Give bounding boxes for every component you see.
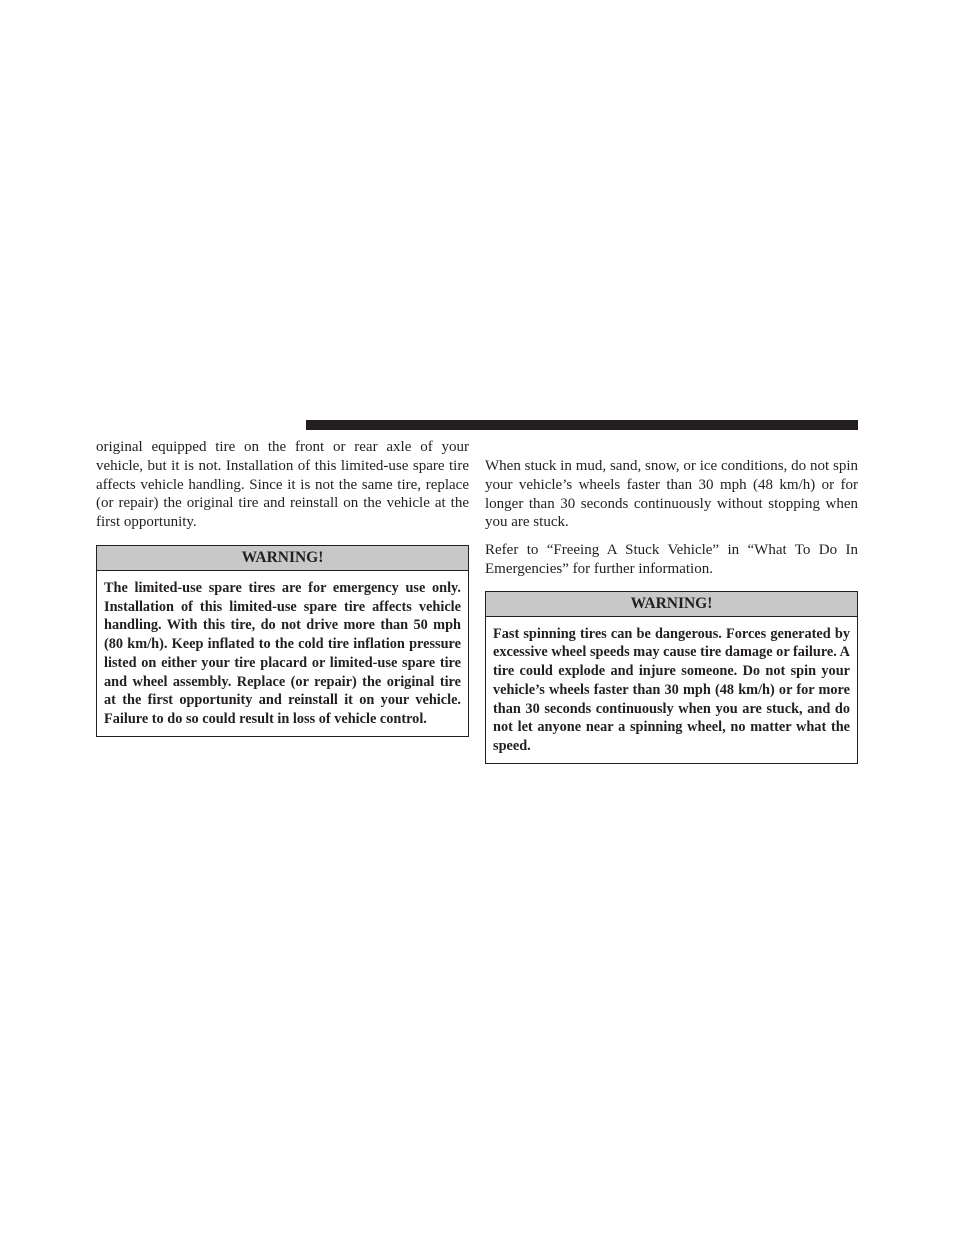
warning-title: WARNING! (97, 546, 468, 571)
warning-box (96, 545, 469, 737)
warning-box (485, 591, 858, 764)
warning-text: Fast spinning tires can be dangerous. Forces generated by excessive wheel speeds may cause tire damage or failure. A tire could explode and injure someone. Do not spin your vehicle’s wheels faster than 30 mph (48 km/h) or for more than 30 seconds continuously when you are stuck, and do not let anyone near a spinning wheel, no matter what the speed. (493, 625, 850, 754)
right-column (485, 457, 858, 764)
body-paragraph: When stuck in mud, sand, snow, or ice conditions, do not spin your vehicle’s wheels faster than 30 mph (48 km/h) or for longer than 30 seconds continuously without stopping when you are stuck. (485, 458, 858, 531)
reference-paragraph: Refer to “Freeing A Stuck Vehicle” in “What To Do In Emergencies” for further information. (485, 542, 858, 577)
warning-title: WARNING! (486, 592, 857, 617)
warning-text: The limited-use spare tires are for emergency use only. Installation of this limited-use spare tire affects vehicle handling. With this tire, do not drive more than 50 mph (80 km/h). Keep inflated to the cold tire inflation pressure listed on either your tire placard or limited-use spare tire and wheel assembly. Replace (or repair) the original tire at the first opportunity and reinstall it on your vehicle. Failure to do so could result in loss of vehicle control. (104, 579, 461, 727)
body-paragraph: original equipped tire on the front or rear axle of your vehicle, but it is not. Installation of this limited-use spare tire affects vehicle handling. Since it is not the same tire, replace (or repair) the original tire and reinstall on the vehicle at the first opportunity. (96, 439, 469, 531)
section-header-bar (306, 420, 858, 430)
left-column (96, 438, 469, 737)
